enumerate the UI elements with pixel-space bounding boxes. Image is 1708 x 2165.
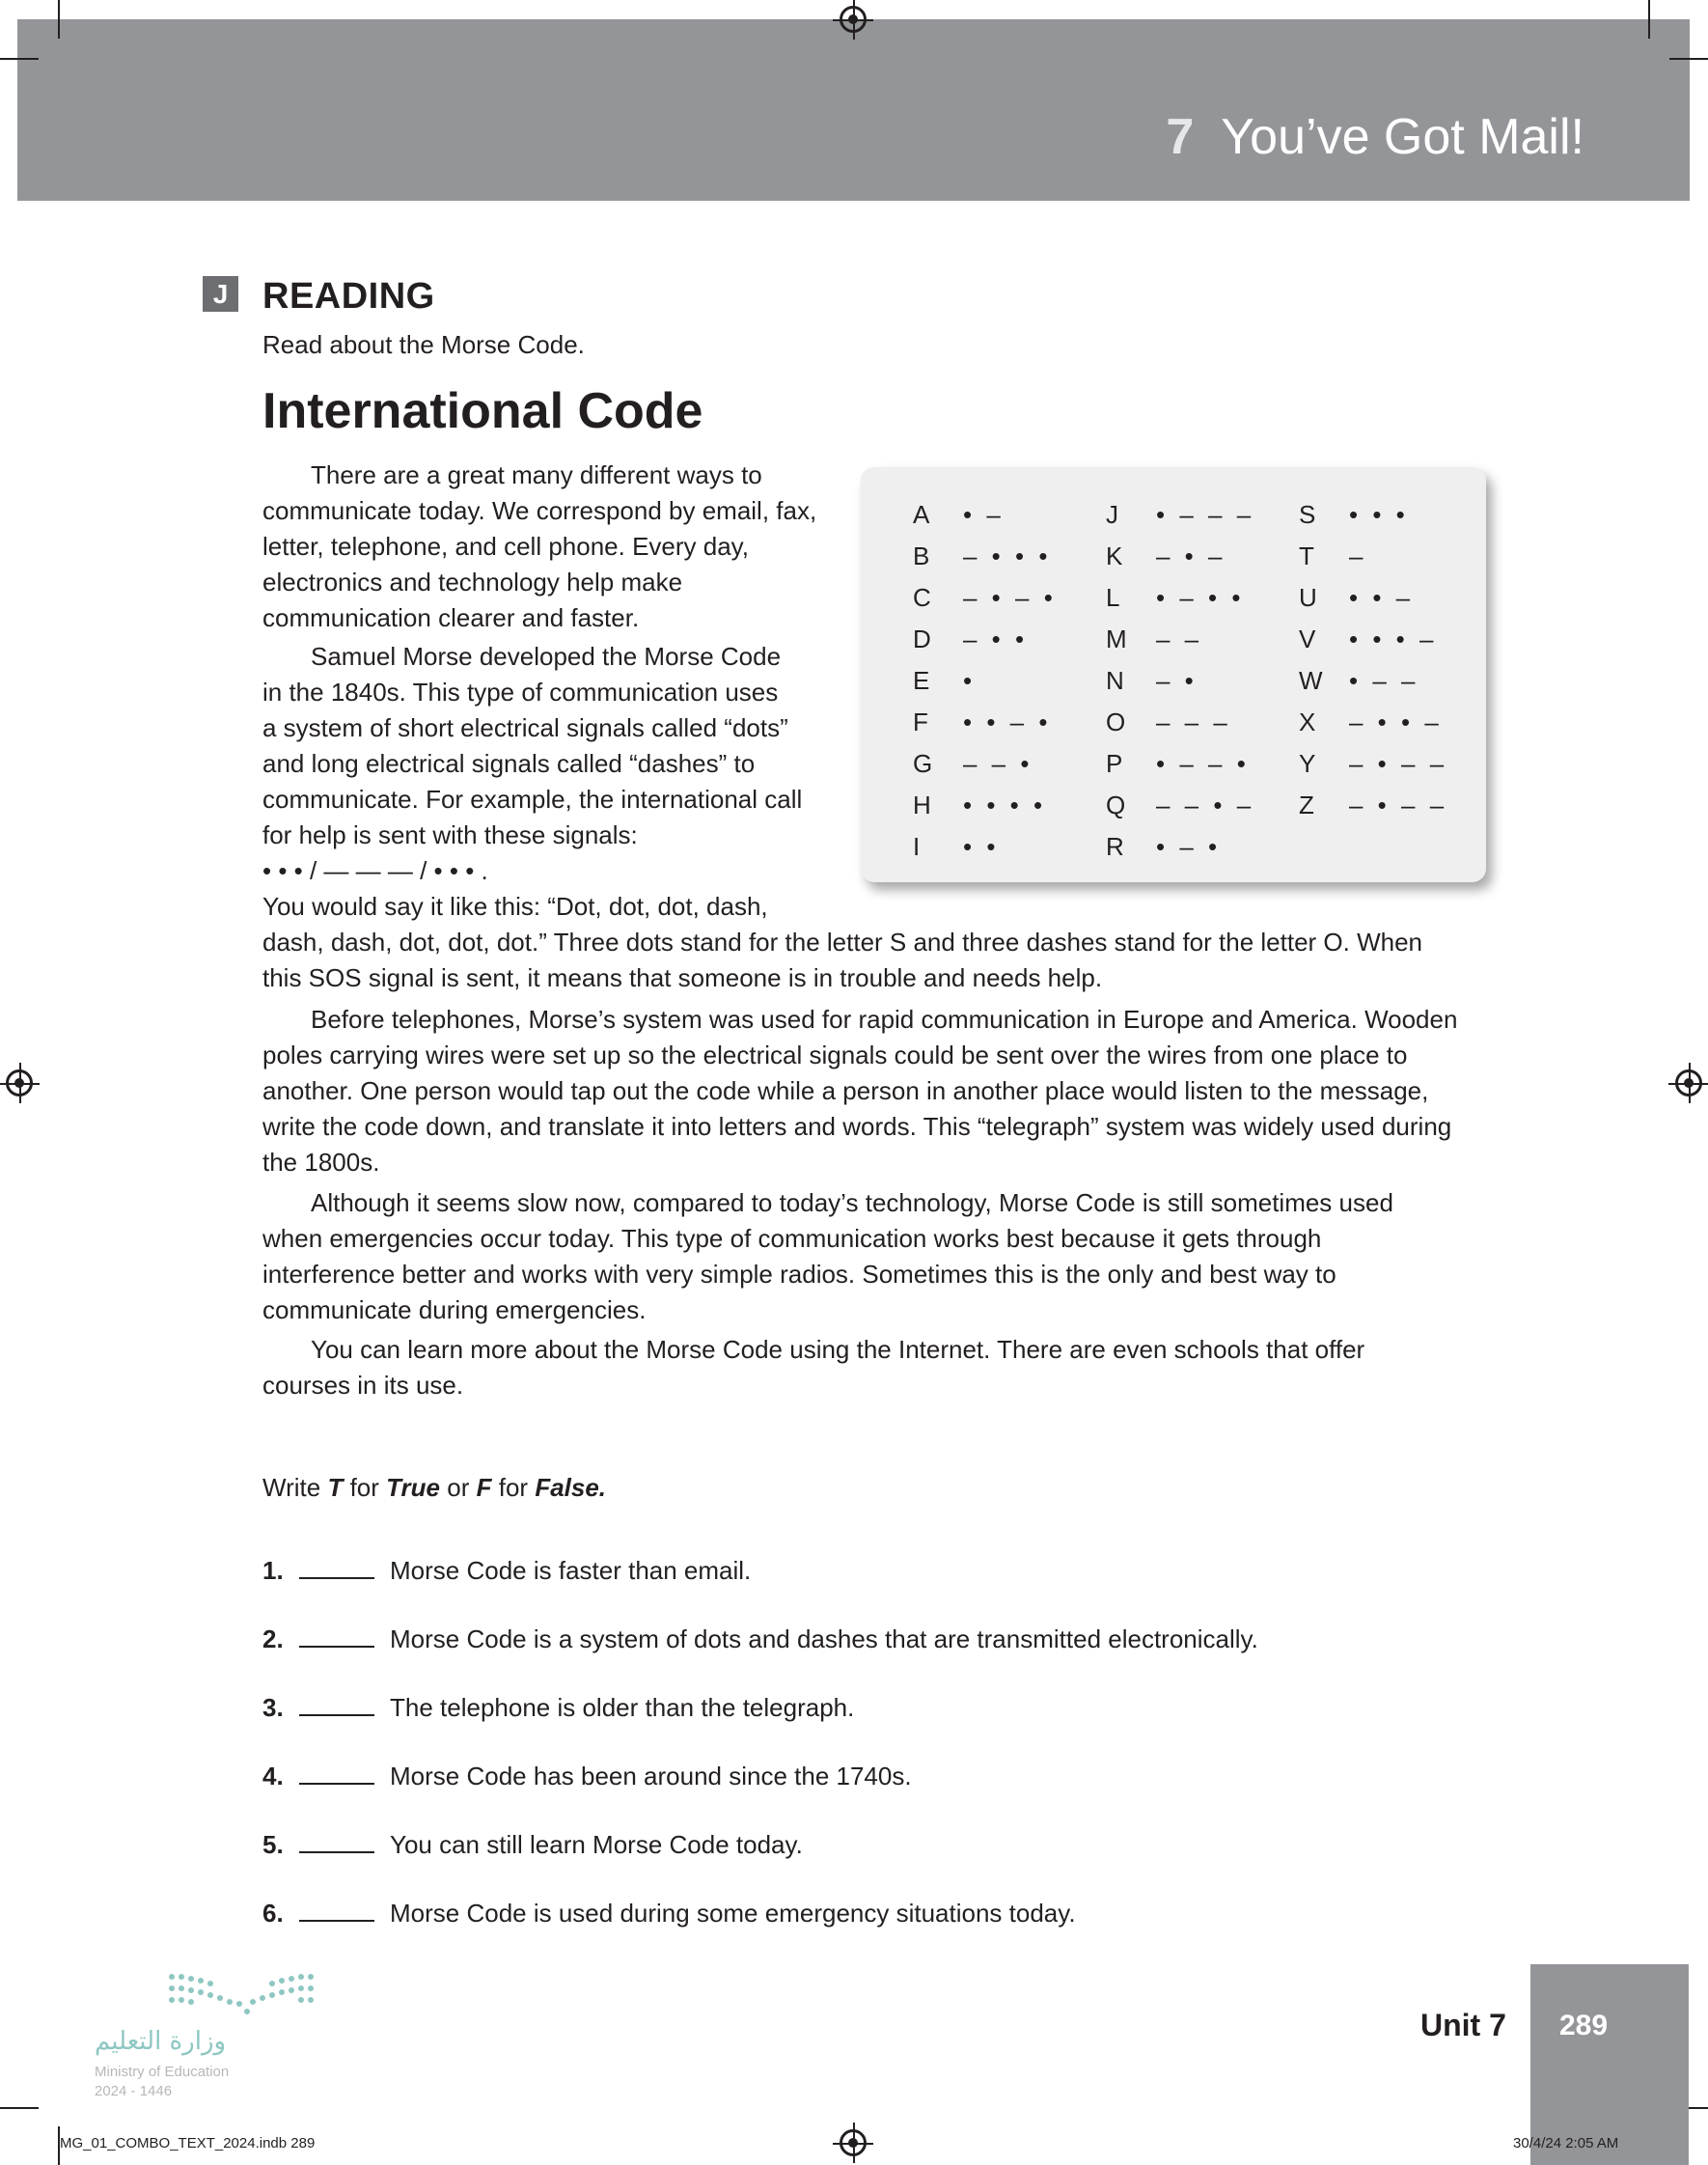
exercise-instruction (262, 1473, 606, 1503)
page-number: 289 (1558, 2010, 1609, 2041)
morse-code-signal: • – – (1349, 666, 1419, 695)
morse-entry (913, 577, 1057, 619)
morse-entry (913, 619, 1057, 660)
morse-letter: J (1106, 500, 1118, 529)
crop-mark (1669, 58, 1708, 60)
answer-blank[interactable] (299, 1556, 374, 1579)
crop-mark (1648, 0, 1650, 39)
answer-blank[interactable] (299, 1830, 374, 1853)
morse-code-signal: – – • – (1156, 791, 1255, 819)
morse-letter: D (913, 625, 931, 653)
morse-letter: H (913, 791, 931, 819)
morse-code-signal: – – – (1156, 708, 1231, 736)
question-number: 1. (262, 1556, 284, 1585)
morse-letter: C (913, 583, 931, 612)
morse-code-signal: • – – • (1156, 749, 1250, 778)
morse-entry (913, 536, 1057, 577)
ministry-logo-icon (166, 1969, 320, 2022)
morse-code-signal: • – (963, 500, 1005, 529)
morse-letter: Q (1106, 791, 1126, 819)
morse-entry (1299, 743, 1447, 785)
crop-mark (0, 2107, 39, 2109)
morse-letter: P (1106, 749, 1123, 778)
morse-code-signal: – – • (963, 749, 1033, 778)
morse-letter: W (1299, 666, 1323, 695)
morse-letter: F (913, 708, 928, 736)
morse-entry (913, 702, 1057, 743)
paragraph-text: Although it seems slow now, compared to today’s technology, Morse Code is still sometimes used when emergencies occur today. This type of communication works best because it gets through interference better and works with very simple radios. Sometimes this is the only and best way to communicate during emergencies. (262, 1188, 1393, 1324)
section-letter-badge: J (203, 276, 238, 312)
morse-code-signal: – • – (1156, 541, 1226, 570)
morse-entry (1106, 826, 1254, 868)
paragraph-text: Before telephones, Morse’s system was used for rapid communication in Europe and America. Wooden poles carrying wires were set up so the electrical signals could be sent over the wires from one place to another. One person would tap out the code while a person in another place would listen to the message, write the code down, and translate it into letters and words. This “telegraph” system was widely used during the 1800s. (262, 1005, 1458, 1177)
instr-write: Write (262, 1473, 321, 1502)
morse-letter: X (1299, 708, 1316, 736)
answer-blank[interactable] (299, 1693, 374, 1716)
morse-entry (913, 494, 1057, 536)
morse-letter: Z (1299, 791, 1314, 819)
paragraph-line: and long electrical signals called “dashes” to (262, 749, 756, 778)
question-text: Morse Code is used during some emergency situations today. (390, 1899, 1076, 1928)
question-number: 3. (262, 1693, 284, 1722)
morse-code-signal: • – – – (1156, 500, 1255, 529)
paragraph-line: a system of short electrical signals called “dots” (262, 713, 788, 742)
morse-letter: N (1106, 666, 1124, 695)
question-text: Morse Code is a system of dots and dashes that are transmitted electronically. (390, 1624, 1258, 1653)
morse-letter: V (1299, 625, 1316, 653)
morse-entry (1106, 785, 1254, 826)
section-title: READING (262, 276, 435, 317)
question-number: 2. (262, 1624, 284, 1653)
question-text: You can still learn Morse Code today. (390, 1830, 803, 1859)
morse-entry (1106, 702, 1254, 743)
morse-entry (1299, 660, 1447, 702)
answer-blank[interactable] (299, 1624, 374, 1648)
morse-entry (913, 826, 1057, 868)
registration-mark-icon (840, 2129, 867, 2156)
registration-mark-icon (6, 1069, 33, 1096)
question-item (262, 1556, 751, 1586)
instr-for: for (349, 1473, 379, 1502)
registration-mark-icon (840, 6, 867, 33)
morse-code-signal: – • (1156, 666, 1198, 695)
morse-code-signal: • • – • (963, 708, 1052, 736)
article-paragraph-1 (262, 458, 832, 636)
answer-blank[interactable] (299, 1762, 374, 1785)
question-text: The telephone is older than the telegraph. (390, 1693, 855, 1722)
morse-entry (1106, 536, 1254, 577)
morse-code-signal: • – • • (1156, 583, 1245, 612)
question-number: 4. (262, 1762, 284, 1790)
morse-code-signal: • (963, 666, 977, 695)
morse-code-signal: – • – – (1349, 791, 1448, 819)
morse-code-signal: • – • (1156, 832, 1222, 861)
morse-code-signal: – • – • (963, 583, 1057, 612)
question-text: Morse Code has been around since the 1740s. (390, 1762, 912, 1790)
article-paragraph-3 (262, 1002, 1459, 1180)
morse-code-signal: – • • – (1349, 708, 1443, 736)
ministry-name-arabic: وزارة التعليم (95, 2027, 227, 2056)
morse-entry (1106, 619, 1254, 660)
paragraph-line: communicate. For example, the international call (262, 785, 803, 814)
question-item (262, 1830, 803, 1860)
morse-code-signal: • • • (1349, 500, 1409, 529)
morse-letter: U (1299, 583, 1317, 612)
unit-header (1166, 108, 1584, 166)
morse-entry (1299, 785, 1447, 826)
question-item (262, 1899, 1076, 1929)
instr-or: or (447, 1473, 470, 1502)
morse-entry (1106, 660, 1254, 702)
morse-letter: R (1106, 832, 1124, 861)
morse-letter: B (913, 541, 930, 570)
instr-false: False. (535, 1473, 607, 1502)
morse-letter: M (1106, 625, 1127, 653)
morse-letter: L (1106, 583, 1120, 612)
sos-signal: • • • / — — — / • • • . (262, 856, 488, 885)
morse-letter: A (913, 500, 930, 529)
paragraph-line: Samuel Morse developed the Morse Code (311, 642, 782, 671)
morse-entry (913, 660, 1057, 702)
morse-code-signal: – (1349, 541, 1367, 570)
morse-code-signal: – • • (963, 625, 1029, 653)
ministry-year: 2024 - 1446 (95, 2083, 173, 2099)
morse-entry (1299, 619, 1447, 660)
morse-entry (1106, 743, 1254, 785)
paragraph-line: in the 1840s. This type of communication uses (262, 678, 779, 707)
registration-mark-icon (1675, 1069, 1702, 1096)
morse-entry (1299, 494, 1447, 536)
morse-code-signal: • • • – (1349, 625, 1438, 653)
answer-blank[interactable] (299, 1899, 374, 1922)
section-instruction: Read about the Morse Code. (262, 330, 585, 359)
morse-code-signal: – • – – (1349, 749, 1448, 778)
footer-unit-label: Unit 7 (1420, 2008, 1506, 2042)
article-title: International Code (262, 383, 703, 439)
paragraph-text: You can learn more about the Morse Code using the Internet. There are even schools that offer courses in its use. (262, 1335, 1365, 1400)
morse-letter: S (1299, 500, 1316, 529)
question-item (262, 1762, 912, 1791)
instr-t: T (327, 1473, 344, 1502)
crop-mark (0, 58, 39, 60)
print-slug-file: MG_01_COMBO_TEXT_2024.indb 289 (60, 2135, 316, 2151)
morse-letter: E (913, 666, 930, 695)
crop-mark (58, 0, 60, 39)
morse-entry (1299, 702, 1447, 743)
morse-entry (1106, 494, 1254, 536)
question-item (262, 1624, 1258, 1654)
morse-column-2 (1106, 494, 1254, 868)
morse-letter: Y (1299, 749, 1316, 778)
morse-letter: K (1106, 541, 1123, 570)
morse-entry (1299, 577, 1447, 619)
unit-title: You’ve Got Mail! (1221, 109, 1584, 165)
article-paragraph-4 (262, 1185, 1459, 1328)
morse-letter: O (1106, 708, 1126, 736)
article-paragraph-5 (262, 1332, 1459, 1403)
paragraph-text: There are a great many different ways to communicate today. We correspond by email, fax, letter, telephone, and cell phone. Every day, electronics and technology help make communication clearer and faster. (262, 460, 817, 632)
morse-entry (1106, 577, 1254, 619)
morse-entry (913, 785, 1057, 826)
ministry-name-english: Ministry of Education (95, 2064, 230, 2080)
question-number: 6. (262, 1899, 284, 1928)
morse-code-signal: • • • • (963, 791, 1047, 819)
question-item (262, 1693, 854, 1723)
question-text: Morse Code is faster than email. (390, 1556, 752, 1585)
morse-code-signal: – • • • (963, 541, 1052, 570)
morse-entry (1299, 536, 1447, 577)
morse-letter: I (913, 832, 921, 861)
instr-f: F (476, 1473, 492, 1502)
morse-column-1 (913, 494, 1057, 868)
instr-true: True (386, 1473, 441, 1502)
morse-code-signal: • • – (1349, 583, 1415, 612)
instr-for: for (498, 1473, 529, 1502)
morse-code-signal: • • (963, 832, 1000, 861)
morse-letter: G (913, 749, 933, 778)
paragraph-line: this SOS signal is sent, it means that someone is in trouble and needs help. (262, 963, 1103, 992)
paragraph-line: dash, dash, dot, dot, dot.” Three dots stand for the letter S and three dashes stand for the letter O. When (262, 928, 1423, 957)
paragraph-line: for help is sent with these signals: (262, 820, 638, 849)
question-number: 5. (262, 1830, 284, 1859)
morse-code-signal: – – (1156, 625, 1203, 653)
print-slug-date: 30/4/24 2:05 AM (1513, 2135, 1619, 2151)
morse-letter: T (1299, 541, 1314, 570)
paragraph-line: You would say it like this: “Dot, dot, dot, dash, (262, 892, 768, 921)
unit-number: 7 (1166, 109, 1195, 165)
morse-column-3 (1299, 494, 1447, 826)
morse-entry (913, 743, 1057, 785)
